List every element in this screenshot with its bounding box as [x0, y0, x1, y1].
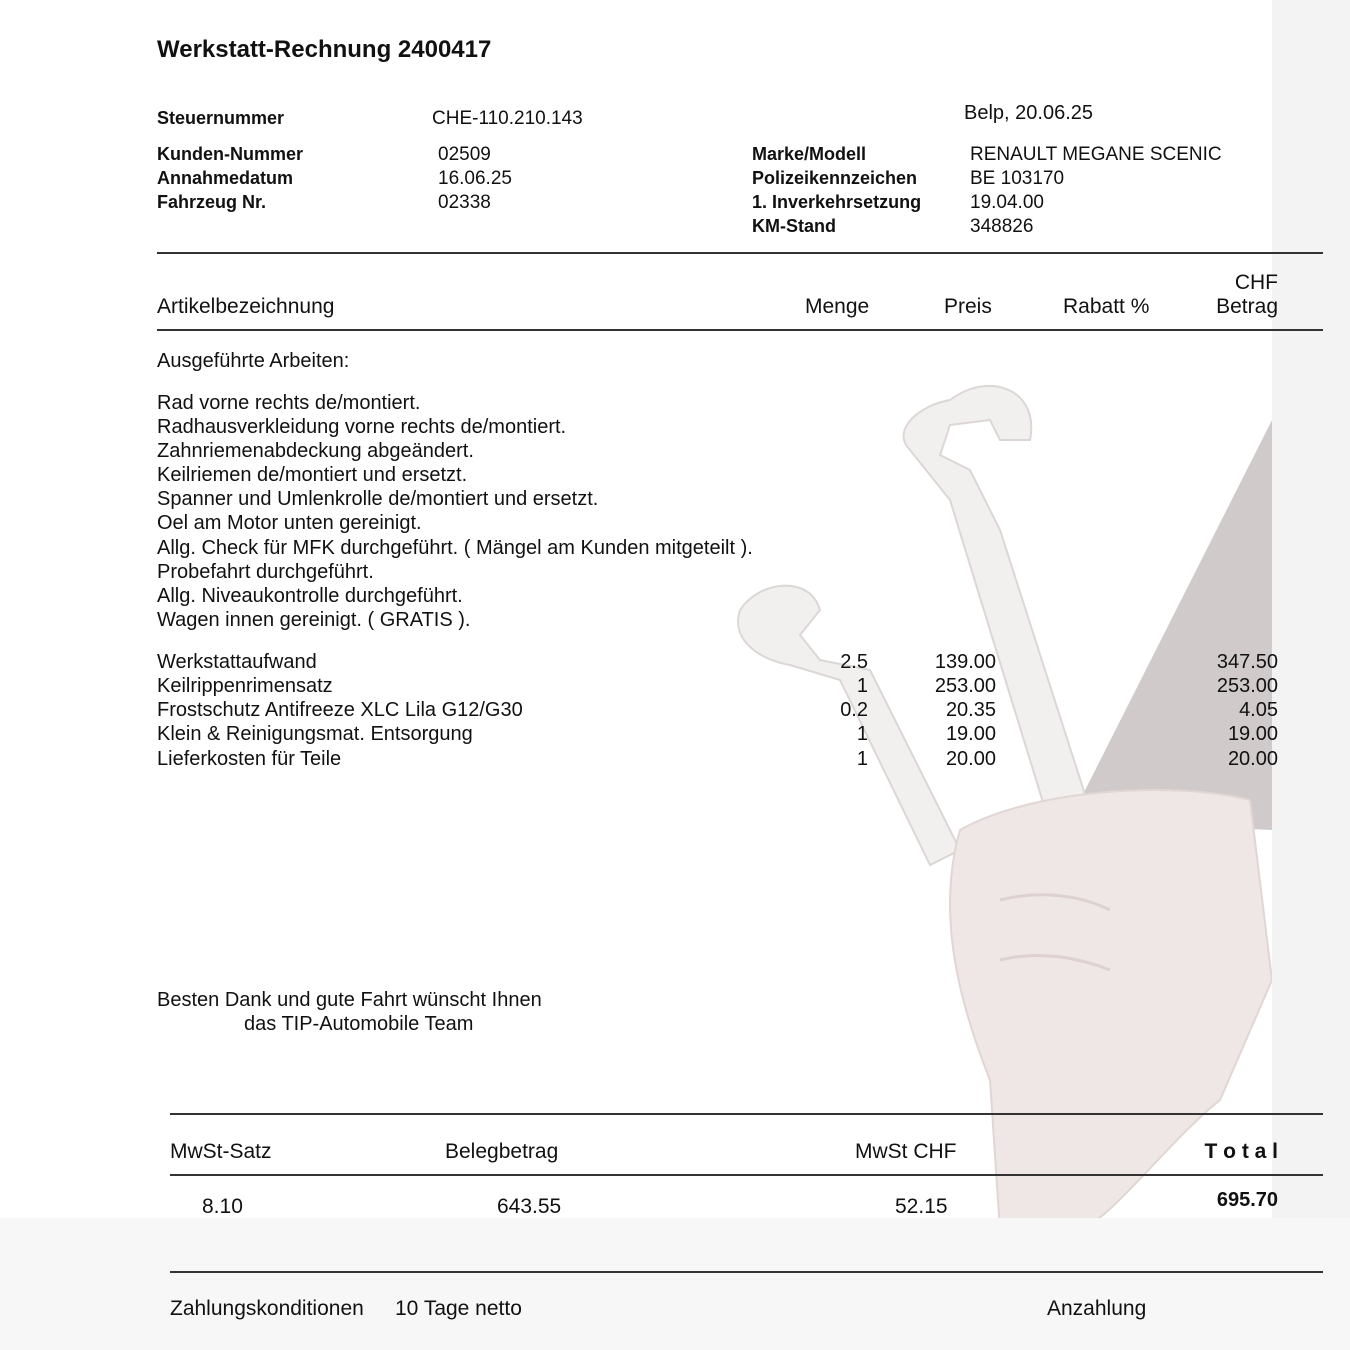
item-price: 19.00 [945, 723, 996, 745]
total-header: T o t a l [1204, 1140, 1278, 1163]
payment-terms-value: 10 Tage netto [395, 1297, 522, 1320]
item-amount: 347.50 [1216, 651, 1278, 673]
vat-rate-header: MwSt-Satz [170, 1140, 272, 1163]
vat-rate-value: 8.10 [202, 1195, 243, 1218]
item-description: Frostschutz Antifreeze XLC Lila G12/G30 [157, 699, 523, 721]
intake-date-label: Annahmedatum [157, 168, 294, 188]
mileage-label: KM-Stand [752, 216, 836, 236]
vat-chf-value: 52.15 [895, 1195, 948, 1218]
payment-divider [170, 1271, 1323, 1273]
bottom-scan-area [0, 1218, 1350, 1350]
customer-number-value: 02509 [438, 144, 491, 165]
table-header-divider [157, 329, 1323, 331]
item-price: 139.00 [934, 651, 996, 673]
item-quantity: 1 [856, 723, 868, 745]
first-registration-label: 1. Inverkehrsetzung [752, 192, 922, 212]
item-quantity: 2.5 [840, 651, 868, 673]
location-date: Belp, 20.06.25 [964, 102, 1093, 124]
item-amount: 20.00 [1227, 748, 1278, 770]
col-amount-header: Betrag [1216, 295, 1278, 318]
invoice-title: Werkstatt-Rechnung 2400417 [157, 36, 492, 63]
item-amount: 253.00 [1216, 675, 1278, 697]
vat-chf-header: MwSt CHF [855, 1140, 957, 1163]
work-item: Rad vorne rechts de/montiert. [157, 392, 421, 414]
deposit-label: Anzahlung [1047, 1297, 1147, 1320]
item-quantity: 1 [856, 748, 868, 770]
work-item: Oel am Motor unten gereinigt. [157, 512, 422, 534]
work-item: Allg. Check für MFK durchgeführt. ( Mängel am Kunden mitgeteilt ). [157, 537, 753, 559]
col-price-header: Preis [944, 295, 992, 318]
intake-date-value: 16.06.25 [438, 168, 512, 189]
work-section-heading: Ausgeführte Arbeiten: [157, 350, 350, 372]
license-plate-label: Polizeikennzeichen [752, 168, 918, 188]
work-item: Zahnriemenabdeckung abgeändert. [157, 440, 474, 462]
license-plate-value: BE 103170 [970, 168, 1065, 189]
item-amount: 19.00 [1227, 723, 1278, 745]
closing-line-1: Besten Dank und gute Fahrt wünscht Ihnen [157, 989, 542, 1011]
net-amount-header: Belegbetrag [445, 1140, 559, 1163]
vehicle-number-value: 02338 [438, 192, 491, 213]
vehicle-number-label: Fahrzeug Nr. [157, 192, 267, 212]
item-description: Werkstattaufwand [157, 651, 317, 673]
item-quantity: 1 [856, 675, 868, 697]
col-description-header: Artikelbezeichnung [157, 295, 335, 318]
item-price: 253.00 [934, 675, 996, 697]
work-item: Probefahrt durchgeführt. [157, 561, 374, 583]
work-item: Allg. Niveaukontrolle durchgeführt. [157, 585, 463, 607]
item-price: 20.00 [945, 748, 996, 770]
item-quantity: 0.2 [840, 699, 868, 721]
col-quantity-header: Menge [805, 295, 870, 318]
payment-terms-label: Zahlungskonditionen [170, 1297, 364, 1320]
wrench-hand-illustration [700, 380, 1280, 1230]
item-amount: 4.05 [1239, 699, 1278, 721]
work-item: Spanner und Umlenkrolle de/montiert und ersetzt. [157, 488, 599, 510]
col-currency-header: CHF [1234, 271, 1278, 294]
make-model-value: RENAULT MEGANE SCENIC [970, 144, 1222, 165]
total-value: 695.70 [1216, 1189, 1278, 1211]
tax-number-value: CHE-110.210.143 [432, 108, 583, 129]
header-divider [157, 252, 1323, 254]
tax-number-label: Steuernummer [157, 108, 285, 128]
item-description: Keilrippenrimensatz [157, 675, 333, 697]
make-model-label: Marke/Modell [752, 144, 867, 164]
work-item: Wagen innen gereinigt. ( GRATIS ). [157, 609, 471, 631]
work-item: Keilriemen de/montiert und ersetzt. [157, 464, 468, 486]
item-description: Klein & Reinigungsmat. Entsorgung [157, 723, 473, 745]
mileage-value: 348826 [970, 216, 1034, 237]
item-price: 20.35 [945, 699, 996, 721]
col-discount-header: Rabatt % [1063, 295, 1150, 318]
customer-number-label: Kunden-Nummer [157, 144, 304, 164]
item-description: Lieferkosten für Teile [157, 748, 342, 770]
work-item: Radhausverkleidung vorne rechts de/montiert. [157, 416, 567, 438]
net-amount-value: 643.55 [497, 1195, 562, 1218]
totals-top-divider [170, 1113, 1323, 1115]
closing-line-2: das TIP-Automobile Team [244, 1013, 474, 1035]
first-registration-value: 19.04.00 [970, 192, 1044, 213]
totals-header-divider [170, 1174, 1323, 1176]
right-scan-edge [1272, 0, 1350, 1350]
